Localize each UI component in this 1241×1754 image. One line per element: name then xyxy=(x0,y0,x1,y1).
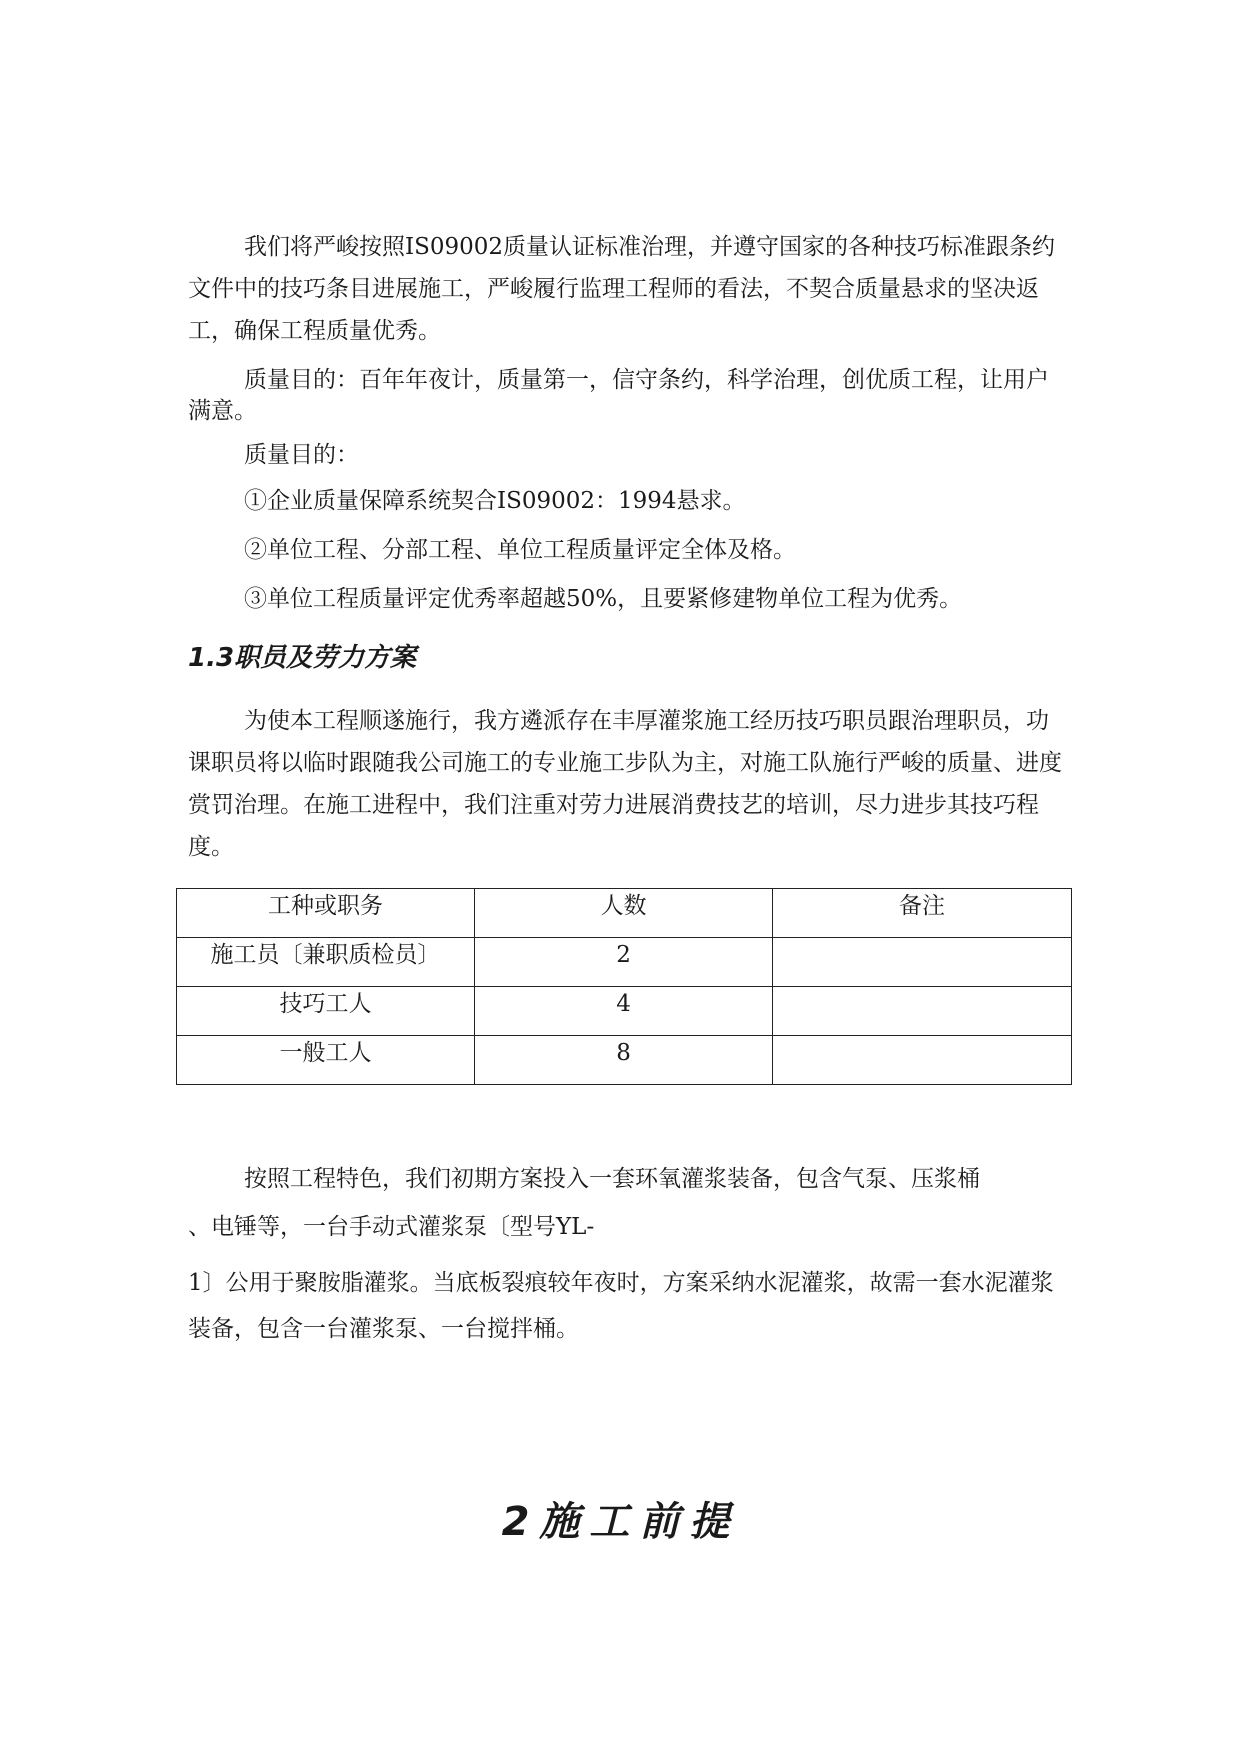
chapter-heading: 2施工前提 xyxy=(501,1499,740,1545)
list-item-1: ①企业质量保障系统契合IS09002：1994悬求。 xyxy=(244,488,746,514)
paragraph-equipment-line-3: 1〕公用于聚胺脂灌浆。当底板裂痕较年夜时，方案采纳水泥灌浆，故需一套水泥灌浆装备，包含一台灌浆泵、一台搅拌桶。 xyxy=(188,1270,1054,1342)
table-cell: 2 xyxy=(475,938,773,987)
section-heading: 1.3职员及劳力方案 xyxy=(188,643,417,673)
table-cell xyxy=(773,938,1072,987)
paragraph-quality-management: 我们将严峻按照IS09002质量认证标准治理，并遵守国家的各种技巧标准跟条约文件中的技巧条目进展施工，严峻履行监理工程师的看法，不契合质量悬求的坚决返工，确保工程质量优秀。 xyxy=(188,234,1056,344)
table-cell: 施工员〔兼职质检员〕 xyxy=(177,938,475,987)
table-row xyxy=(177,987,1072,1036)
table-cell: 8 xyxy=(475,1036,773,1085)
table-row xyxy=(177,1036,1072,1085)
paragraph-equipment-line-2: 、电锤等，一台手动式灌浆泵〔型号YL- xyxy=(188,1214,595,1240)
staff-table xyxy=(176,888,1072,1085)
paragraph-quality-goal-label: 质量目的： xyxy=(244,442,359,468)
table-header-cell: 工种或职务 xyxy=(177,889,475,938)
list-item-3: ③单位工程质量评定优秀率超越50%，且要紧修建物单位工程为优秀。 xyxy=(244,586,963,612)
table-cell: 一般工人 xyxy=(177,1036,475,1085)
table-header-cell: 备注 xyxy=(773,889,1072,938)
table-cell xyxy=(773,987,1072,1036)
table-header-cell: 人数 xyxy=(475,889,773,938)
table-cell xyxy=(773,1036,1072,1085)
table-cell: 4 xyxy=(475,987,773,1036)
list-item-2: ②单位工程、分部工程、单位工程质量评定全体及格。 xyxy=(244,537,796,563)
paragraph-quality-goal: 质量目的：百年年夜计，质量第一，信守条约，科学治理，创优质工程，让用户满意。 xyxy=(188,367,1049,424)
table-header-row xyxy=(177,889,1072,938)
table-cell: 技巧工人 xyxy=(177,987,475,1036)
paragraph-equipment-line-1: 按照工程特色，我们初期方案投入一套环氧灌浆装备，包含气泵、压浆桶 xyxy=(244,1166,980,1192)
table-row xyxy=(177,938,1072,987)
paragraph-staffing: 为使本工程顺遂施行，我方遴派存在丰厚灌浆施工经历技巧职员跟治理职员，功课职员将以临时跟随我公司施工的专业施工步队为主，对施工队施行严峻的质量、进度赏罚治理。在施工进程中，我们注重对劳力进展消费技艺的培训，尽力进步其技巧程度。 xyxy=(188,708,1062,860)
